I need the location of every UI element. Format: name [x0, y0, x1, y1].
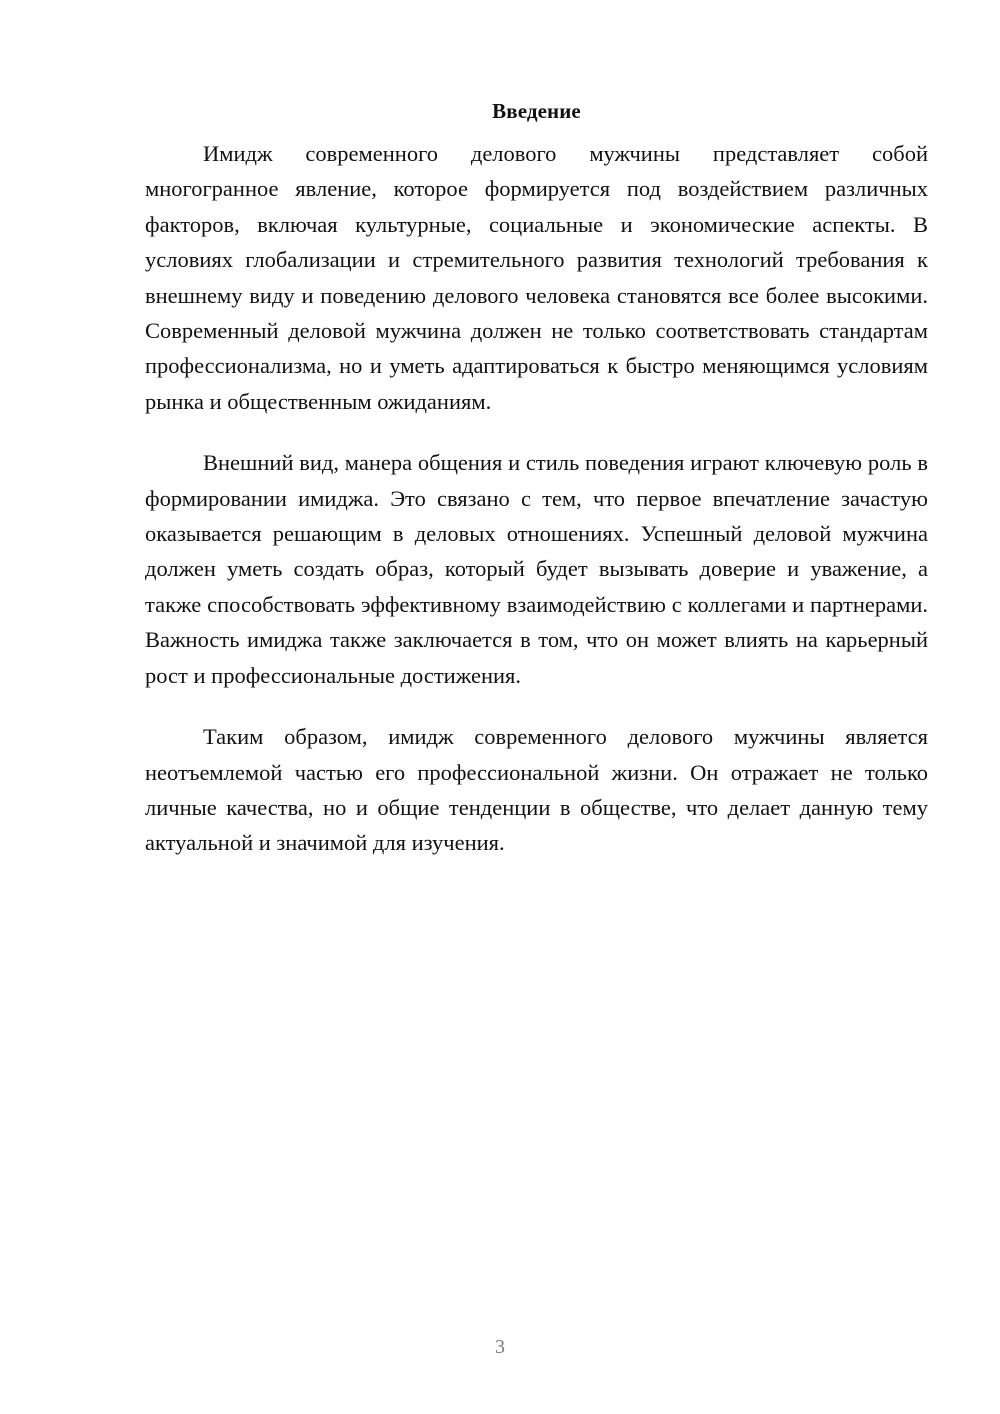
paragraph-1: Имидж современного делового мужчины представляет собой многогранное явление, которое формируется под воздействием различных факторов, включая культурные, социальные и экономические аспекты. В условиях глобализации и стремительного развития технологий требования к внешнему виду и поведению делового человека становятся все более высокими. Современный деловой мужчина должен не только соответствовать стандартам профессионализма, но и уметь адаптироваться к быстро меняющимся условиям рынка и общественным ожиданиям. [145, 141, 928, 414]
page-number: 3 [495, 1336, 505, 1358]
paragraph-3: Таким образом, имидж современного делового мужчины является неотъемлемой частью его профессиональной жизни. Он отражает не только личные качества, но и общие тенденции в обществе, что делает данную тему актуальной и значимой для изучения. [145, 724, 928, 856]
page-content [145, 96, 928, 887]
page-title: Введение [492, 99, 581, 123]
paragraph-2: Внешний вид, манера общения и стиль поведения играют ключевую роль в формировании имиджа. Это связано с тем, что первое впечатление зачастую оказывается решающим в деловых отношениях. Успешный деловой мужчина должен уметь создать образ, который будет вызывать доверие и уважение, а также способствовать эффективному взаимодействию с коллегами и партнерами. Важность имиджа также заключается в том, что он может влиять на карьерный рост и профессиональные достижения. [145, 450, 928, 688]
